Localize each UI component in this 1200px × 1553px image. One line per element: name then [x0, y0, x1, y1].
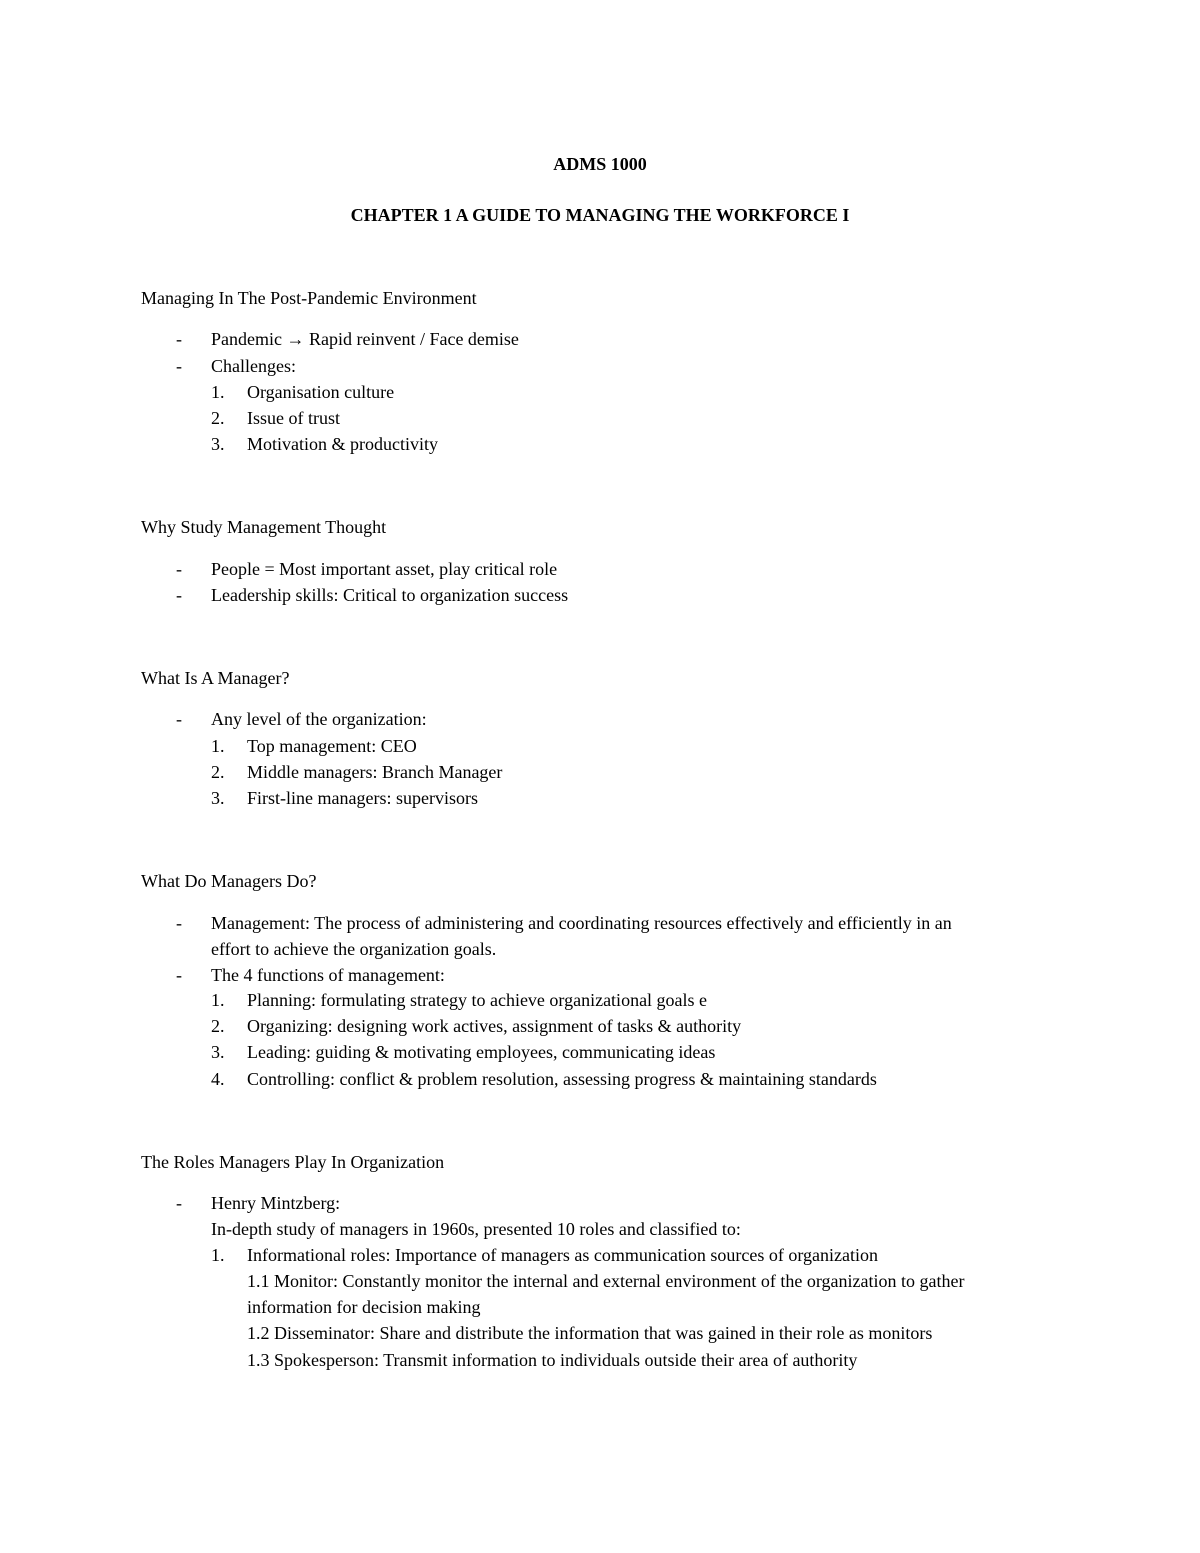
list-number: 3.	[211, 434, 225, 454]
bullet-dash: -	[176, 329, 182, 349]
bullet-text: The 4 functions of management:	[211, 965, 445, 985]
sub-item-continued: information for decision making	[247, 1297, 481, 1317]
list-item: Controlling: conflict & problem resolution, assessing progress & maintaining standards	[247, 1069, 877, 1089]
bullet-dash: -	[176, 559, 182, 579]
bullet-dash: -	[176, 1193, 182, 1213]
list-item: Informational roles: Importance of managers as communication sources of organization	[247, 1245, 878, 1265]
list-number: 1.	[211, 1245, 225, 1265]
chapter-title: CHAPTER 1 A GUIDE TO MANAGING THE WORKFORCE I	[350, 205, 850, 225]
list-item: Motivation & productivity	[247, 434, 438, 454]
bullet-dash: -	[176, 585, 182, 605]
bullet-text: Any level of the organization:	[211, 709, 427, 729]
sub-item: 1.1 Monitor: Constantly monitor the internal and external environment of the organization to gather	[247, 1271, 965, 1291]
bullet-dash: -	[176, 709, 182, 729]
section-heading-roles: The Roles Managers Play In Organization	[141, 1152, 445, 1172]
section-heading-why-study: Why Study Management Thought	[141, 517, 387, 537]
list-number: 1.	[211, 382, 225, 402]
bullet-text: Management: The process of administering and coordinating resources effectively and efficiently in an	[211, 913, 952, 933]
bullet-text-continued: In-depth study of managers in 1960s, presented 10 roles and classified to:	[211, 1219, 741, 1239]
list-item: Issue of trust	[247, 408, 340, 428]
bullet-text: Pandemic → Rapid reinvent / Face demise	[211, 329, 519, 349]
section-heading-what-do-managers-do: What Do Managers Do?	[141, 871, 317, 891]
list-item: Middle managers: Branch Manager	[247, 762, 503, 782]
bullet-dash: -	[176, 356, 182, 376]
bullet-dash: -	[176, 965, 182, 985]
sub-item: 1.2 Disseminator: Share and distribute the information that was gained in their role as monitors	[247, 1323, 933, 1343]
sub-item: 1.3 Spokesperson: Transmit information to individuals outside their area of authority	[247, 1350, 858, 1370]
course-title: ADMS 1000	[553, 154, 647, 174]
list-item: First-line managers: supervisors	[247, 788, 478, 808]
bullet-text: Leadership skills: Critical to organization success	[211, 585, 569, 605]
bullet-text-continued: effort to achieve the organization goals.	[211, 939, 497, 959]
list-item: Organisation culture	[247, 382, 395, 402]
section-heading-post-pandemic: Managing In The Post-Pandemic Environment	[141, 288, 477, 308]
list-number: 2.	[211, 1016, 225, 1036]
bullet-text: Henry Mintzberg:	[211, 1193, 341, 1213]
list-number: 1.	[211, 990, 225, 1010]
bullet-text: Challenges:	[211, 356, 296, 376]
list-number: 4.	[211, 1069, 225, 1089]
list-item: Top management: CEO	[247, 736, 417, 756]
list-item: Organizing: designing work actives, assignment of tasks & authority	[247, 1016, 742, 1036]
list-item: Leading: guiding & motivating employees, communicating ideas	[247, 1042, 716, 1062]
list-number: 2.	[211, 408, 225, 428]
list-item: Planning: formulating strategy to achieve organizational goals e	[247, 990, 708, 1010]
list-number: 2.	[211, 762, 225, 782]
section-heading-what-is-manager: What Is A Manager?	[141, 668, 290, 688]
bullet-text: People = Most important asset, play critical role	[211, 559, 558, 579]
list-number: 3.	[211, 788, 225, 808]
list-number: 1.	[211, 736, 225, 756]
bullet-dash: -	[176, 913, 182, 933]
list-number: 3.	[211, 1042, 225, 1062]
